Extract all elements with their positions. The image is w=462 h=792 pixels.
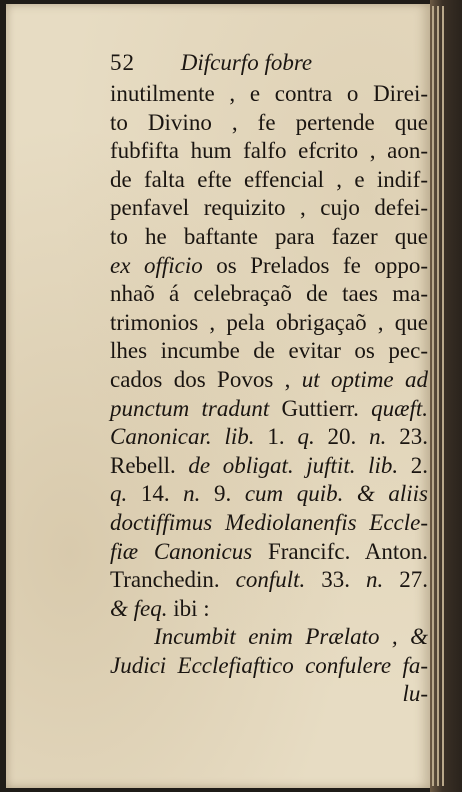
text-line bbox=[110, 623, 428, 652]
roman-run: de falta efte effencial , e indif- bbox=[110, 166, 428, 192]
roman-run: cados dos Povos , bbox=[110, 366, 302, 392]
roman-run: 9. bbox=[200, 481, 245, 507]
text-line bbox=[110, 166, 428, 195]
text-line bbox=[110, 109, 428, 138]
text-line bbox=[110, 566, 428, 595]
italic-run: Canonicar. lib. bbox=[110, 424, 255, 450]
text-line bbox=[110, 395, 428, 424]
italic-run: cum quib. & aliis bbox=[244, 481, 429, 507]
italic-run: de obligat. juftit. lib. bbox=[188, 452, 399, 478]
text-line bbox=[110, 452, 428, 481]
italic-run: q. bbox=[297, 424, 315, 450]
text-line bbox=[110, 652, 428, 681]
roman-run: 2. bbox=[398, 452, 428, 478]
text-line bbox=[110, 680, 428, 709]
text-line bbox=[110, 309, 428, 338]
roman-run: trimonios , pela obrigaçaõ , que bbox=[110, 309, 428, 335]
italic-run: n. bbox=[183, 481, 201, 507]
italic-run: punctum tradunt bbox=[110, 395, 270, 421]
italic-run: ex officio bbox=[110, 252, 203, 278]
italic-run: doctiffimus Mediolanenfis Eccle- bbox=[110, 509, 428, 535]
roman-run: Francifc. Anton. bbox=[252, 538, 429, 564]
italic-run: Incumbit enim Prælato , & bbox=[154, 624, 428, 650]
italic-run: q. bbox=[110, 481, 128, 507]
italic-run: lu- bbox=[402, 681, 428, 707]
roman-run: ibi : bbox=[167, 595, 210, 621]
text-line bbox=[110, 337, 428, 366]
text-line bbox=[110, 252, 428, 281]
italic-run: n. bbox=[369, 424, 387, 450]
book-fore-edge bbox=[430, 0, 462, 792]
body-text bbox=[110, 80, 428, 709]
italic-run: fiæ Canonicus bbox=[110, 538, 253, 564]
roman-run: Rebell. bbox=[110, 452, 189, 478]
text-line bbox=[110, 137, 428, 166]
roman-run: fubfifta hum falfo efcrito , aon- bbox=[110, 138, 428, 164]
roman-run: 23. bbox=[386, 424, 429, 450]
page-header bbox=[110, 50, 312, 76]
text-line bbox=[110, 223, 428, 252]
text-line bbox=[110, 366, 428, 395]
roman-run: 20. bbox=[314, 424, 370, 450]
italic-run: confult. bbox=[235, 567, 306, 593]
text-line bbox=[110, 480, 428, 509]
roman-run: to he baftante para fazer que bbox=[110, 223, 428, 249]
text-line bbox=[110, 194, 428, 223]
text-line bbox=[110, 595, 428, 624]
roman-run: inutilmente , e contra o Direi- bbox=[110, 81, 428, 106]
text-line bbox=[110, 280, 428, 309]
roman-run: 14. bbox=[127, 481, 184, 507]
italic-run: n. bbox=[366, 567, 384, 593]
roman-run: 27. bbox=[383, 567, 428, 593]
text-line bbox=[110, 509, 428, 538]
roman-run: Tranchedin. bbox=[110, 567, 236, 593]
roman-run: 1. bbox=[254, 424, 298, 450]
roman-run: to Divino , fe pertende que bbox=[110, 109, 428, 135]
text-line bbox=[110, 538, 428, 567]
roman-run: penfavel requizito , cujo defei- bbox=[110, 195, 428, 221]
page-number: 52 bbox=[110, 50, 135, 75]
italic-run: quæft. bbox=[371, 395, 428, 421]
text-line bbox=[110, 423, 428, 452]
roman-run: nhaõ á celebraçaõ de taes ma- bbox=[110, 281, 428, 307]
roman-run: Guttierr. bbox=[269, 395, 372, 421]
italic-run: Judici Ecclefiaftico confulere fa- bbox=[110, 652, 428, 678]
italic-run: ut optime ad bbox=[301, 366, 428, 392]
running-title: Difcurfo fobre bbox=[180, 50, 313, 75]
text-line bbox=[110, 80, 428, 109]
roman-run: os Prelados fe oppo- bbox=[202, 252, 429, 278]
roman-run: lhes incumbe de evitar os pec- bbox=[110, 338, 428, 364]
italic-run: & feq. bbox=[110, 595, 168, 621]
roman-run: 33. bbox=[305, 567, 367, 593]
